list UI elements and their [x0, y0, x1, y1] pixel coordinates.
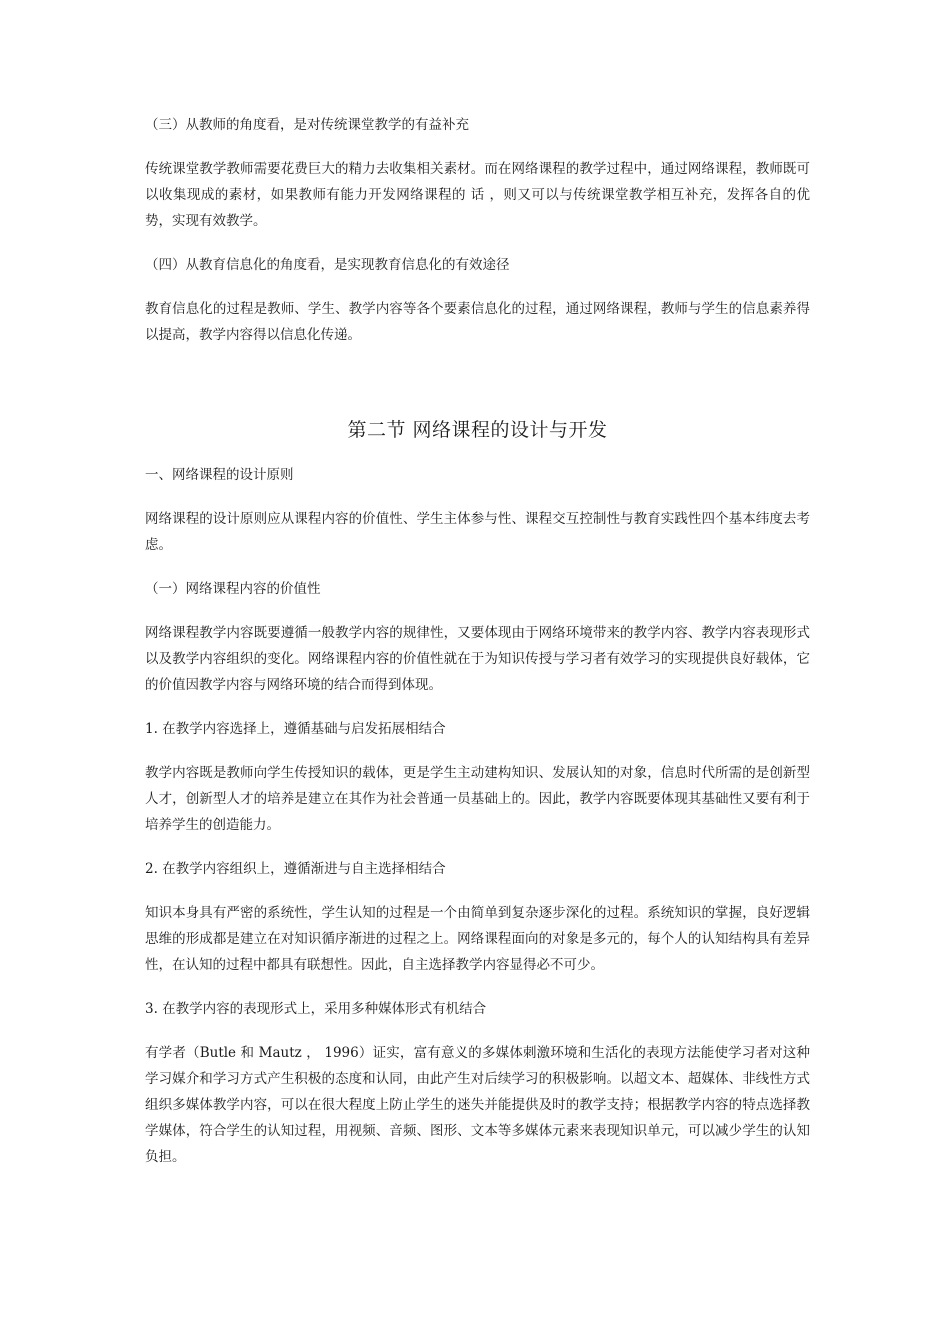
section-title: 第二节 网络课程的设计与开发 [347, 419, 608, 441]
item-three-heading: 3. 在教学内容的表现形式上，采用多种媒体形式有机结合 [145, 1001, 487, 1017]
item-two-paragraph: 知识本身具有严密的系统性，学生认知的过程是一个由简单到复杂逐步深化的过程。系统知识的掌握，良好逻辑思维的形成都是建立在对知识循序渐进的过程之上。网络课程面向的对象是多元的，每个人的认知结构具有差异性，在认知的过程中都具有联想性。因此，自主选择教学内容显得必不可少。 [145, 905, 810, 973]
subheading-four: （四）从教育信息化的角度看，是实现教育信息化的有效途径 [145, 257, 510, 273]
document-page [145, 112, 810, 1170]
heading-one: 一、网络课程的设计原则 [145, 467, 294, 483]
item-three-paragraph: 有学者（Butle 和 Mautz ， 1996）证实，富有意义的多媒体刺激环境和生活化的表现方法能使学习者对这种学习媒介和学习方式产生积极的态度和认同，由此产生对后续学习的积极影响。以超文本、超媒体、非线性方式组织多媒体教学内容，可以在很大程度上防止学生的迷失并能提供及时的教学支持；根据教学内容的特点选择教学媒体，符合学生的认知过程，用视频、音频、图形、文本等多媒体元素来表现知识单元，可以减少学生的认知负担。 [145, 1045, 810, 1165]
paragraph-one: 网络课程的设计原则应从课程内容的价值性、学生主体参与性、课程交互控制性与教育实践性四个基本纬度去考虑。 [145, 511, 810, 553]
paragraph-sub-one: 网络课程教学内容既要遵循一般教学内容的规律性，又要体现由于网络环境带来的教学内容、教学内容表现形式以及教学内容组织的变化。网络课程内容的价值性就在于为知识传授与学习者有效学习的实现提供良好载体，它的价值因教学内容与网络环境的结合而得到体现。 [145, 625, 810, 693]
item-one-heading: 1. 在教学内容选择上，遵循基础与启发拓展相结合 [145, 721, 446, 737]
subheading-sub-one: （一）网络课程内容的价值性 [145, 581, 321, 597]
item-one-paragraph: 教学内容既是教师向学生传授知识的载体，更是学生主动建构知识、发展认知的对象，信息时代所需的是创新型人才，创新型人才的培养是建立在其作为社会普通一员基础上的。因此，教学内容既要体现其基础性又要有利于培养学生的创造能力。 [145, 765, 810, 833]
item-two-heading: 2. 在教学内容组织上，遵循渐进与自主选择相结合 [145, 861, 446, 877]
subheading-three: （三）从教师的角度看，是对传统课堂教学的有益补充 [145, 117, 469, 133]
paragraph-three: 传统课堂教学教师需要花费巨大的精力去收集相关素材。而在网络课程的教学过程中，通过网络课程，教师既可以收集现成的素材，如果教师有能力开发网络课程的 话 ，则又可以与传统课堂教学相互补充，发挥各自的优势，实现有效教学。 [145, 161, 810, 229]
paragraph-four: 教育信息化的过程是教师、学生、教学内容等各个要素信息化的过程，通过网络课程，教师与学生的信息素养得以提高，教学内容得以信息化传递。 [145, 301, 810, 343]
